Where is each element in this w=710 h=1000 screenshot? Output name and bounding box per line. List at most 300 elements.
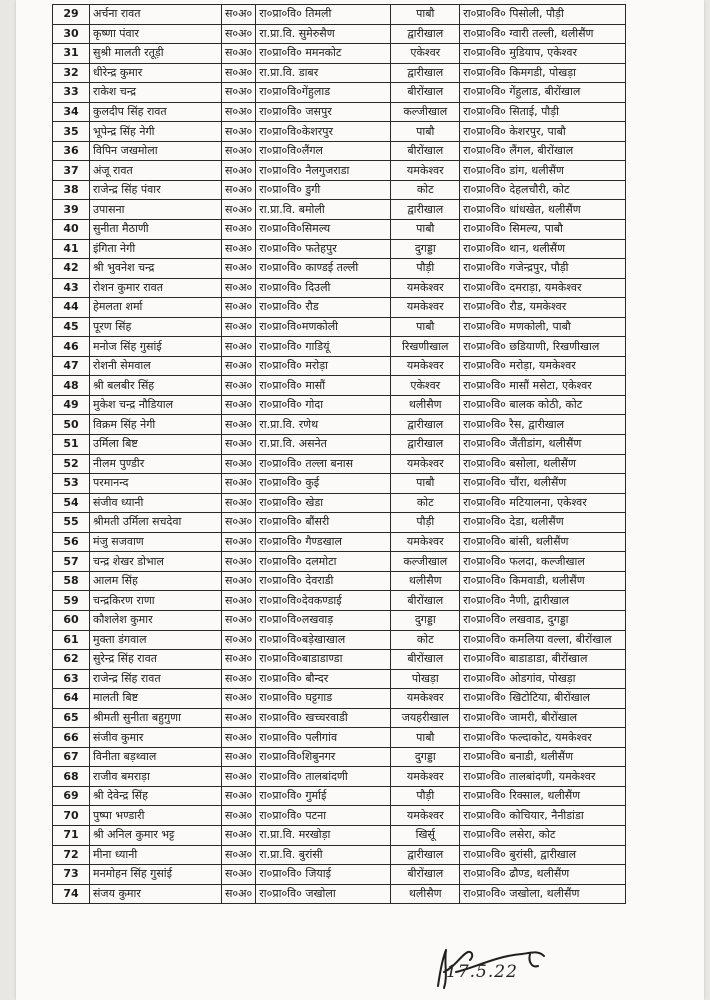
new-school-cell: रा०प्रा०वि० मरोड़ा, यमकेश्वर — [460, 356, 626, 376]
new-school-cell: रा०प्रा०वि० बसोला, थलीसैंण — [460, 454, 626, 474]
block-cell: यमकेश्वर — [391, 298, 460, 318]
new-school-cell: रा०प्रा०वि० छडियाणी, रिखणीखाल — [460, 337, 626, 357]
table-row — [53, 825, 626, 845]
serial-number-cell: 39 — [53, 200, 90, 220]
table-row — [53, 44, 626, 64]
current-school-cell: रा.प्रा.वि. बमोली — [256, 200, 391, 220]
new-school-cell: रा०प्रा०वि० चौंरा, थलीसैंण — [460, 474, 626, 494]
teacher-name-cell: मुकेश चन्द्र नौडियाल — [90, 395, 222, 415]
new-school-cell: रा०प्रा०वि० किमगडी, पोखड़ा — [460, 63, 626, 83]
block-cell: पाबौ — [391, 122, 460, 142]
block-cell: एकेश्वर — [391, 376, 460, 396]
block-cell: यमकेश्वर — [391, 689, 460, 709]
current-school-cell: रा०प्रा०वि० गुर्माई — [256, 786, 391, 806]
teacher-name-cell: संजय कुमार — [90, 884, 222, 904]
serial-number-cell: 42 — [53, 259, 90, 279]
table-row — [53, 884, 626, 904]
current-school-cell: रा०प्रा०वि० काण्डई तल्ली — [256, 259, 391, 279]
designation-cell: स०अ० — [222, 24, 256, 44]
new-school-cell: रा०प्रा०वि० थान, थलीसैंण — [460, 239, 626, 259]
teacher-name-cell: चन्द्र शेखर डोभाल — [90, 552, 222, 572]
current-school-cell: रा०प्रा०वि० जियाई — [256, 865, 391, 885]
designation-cell: स०अ० — [222, 708, 256, 728]
teacher-name-cell: मालती बिष्ट — [90, 689, 222, 709]
table-row — [53, 24, 626, 44]
serial-number-cell: 63 — [53, 669, 90, 689]
designation-cell: स०अ० — [222, 747, 256, 767]
table-row — [53, 806, 626, 826]
designation-cell: स०अ० — [222, 63, 256, 83]
current-school-cell: रा०प्रा०वि० खच्चरवाडी — [256, 708, 391, 728]
teacher-name-cell: श्रीमती उर्मिला सचदेवा — [90, 513, 222, 533]
new-school-cell: रा०प्रा०वि० सिताई, पौड़ी — [460, 102, 626, 122]
teacher-name-cell: राजीव बमराड़ा — [90, 767, 222, 787]
serial-number-cell: 64 — [53, 689, 90, 709]
designation-cell: स०अ० — [222, 454, 256, 474]
new-school-cell: रा०प्रा०वि० ओडगांव, पोखड़ा — [460, 669, 626, 689]
designation-cell: स०अ० — [222, 806, 256, 826]
serial-number-cell: 47 — [53, 356, 90, 376]
teacher-name-cell: उपासना — [90, 200, 222, 220]
new-school-cell: रा०प्रा०वि० केशरपुर, पाबौ — [460, 122, 626, 142]
block-cell: यमकेश्वर — [391, 278, 460, 298]
teacher-name-cell: श्रीमती सुनीता बहुगुणा — [90, 708, 222, 728]
serial-number-cell: 65 — [53, 708, 90, 728]
block-cell: पाबौ — [391, 317, 460, 337]
table-row — [53, 552, 626, 572]
table-row — [53, 513, 626, 533]
serial-number-cell: 53 — [53, 474, 90, 494]
serial-number-cell: 54 — [53, 493, 90, 513]
serial-number-cell: 72 — [53, 845, 90, 865]
table-row — [53, 630, 626, 650]
block-cell: द्वारीखाल — [391, 435, 460, 455]
table-row — [53, 591, 626, 611]
new-school-cell: रा०प्रा०वि० दमराड़ा, यमकेश्वर — [460, 278, 626, 298]
designation-cell: स०अ० — [222, 591, 256, 611]
designation-cell: स०अ० — [222, 669, 256, 689]
table-row — [53, 5, 626, 25]
current-school-cell: रा०प्रा०वि०सिमल्य — [256, 220, 391, 240]
designation-cell: स०अ० — [222, 513, 256, 533]
new-school-cell: रा०प्रा०वि० मणकोली, पाबौ — [460, 317, 626, 337]
designation-cell: स०अ० — [222, 376, 256, 396]
teacher-name-cell: श्री बलबीर सिंह — [90, 376, 222, 396]
designation-cell: स०अ० — [222, 650, 256, 670]
block-cell: थलीसैण — [391, 395, 460, 415]
block-cell: थलीसैण — [391, 884, 460, 904]
current-school-cell: रा.प्रा.वि. असनेत — [256, 435, 391, 455]
designation-cell: स०अ० — [222, 415, 256, 435]
teacher-name-cell: श्री अनिल कुमार भट्ट — [90, 825, 222, 845]
teacher-name-cell: हेमलता शर्मा — [90, 298, 222, 318]
serial-number-cell: 55 — [53, 513, 90, 533]
table-row — [53, 454, 626, 474]
block-cell: यमकेश्वर — [391, 806, 460, 826]
designation-cell: स०अ० — [222, 395, 256, 415]
designation-cell: स०अ० — [222, 298, 256, 318]
serial-number-cell: 32 — [53, 63, 90, 83]
teacher-name-cell: श्री भुवनेश चन्द्र — [90, 259, 222, 279]
table-row — [53, 610, 626, 630]
current-school-cell: रा०प्रा०वि० पलीगांव — [256, 728, 391, 748]
serial-number-cell: 50 — [53, 415, 90, 435]
new-school-cell: रा०प्रा०वि० खिटोटिया, बीरोंखाल — [460, 689, 626, 709]
block-cell: दुगड्डा — [391, 747, 460, 767]
teacher-name-cell: राकेश चन्द्र — [90, 83, 222, 103]
table-row — [53, 415, 626, 435]
current-school-cell: रा०प्रा०वि० खेडा — [256, 493, 391, 513]
block-cell: पौड़ी — [391, 513, 460, 533]
serial-number-cell: 60 — [53, 610, 90, 630]
table-row — [53, 161, 626, 181]
serial-number-cell: 62 — [53, 650, 90, 670]
serial-number-cell: 45 — [53, 317, 90, 337]
current-school-cell: रा०प्रा०वि० तल्ला बनास — [256, 454, 391, 474]
current-school-cell: रा०प्रा०वि० गैण्डखाल — [256, 532, 391, 552]
current-school-cell: रा०प्रा०वि० मासौं — [256, 376, 391, 396]
block-cell: यमकेश्वर — [391, 356, 460, 376]
new-school-cell: रा०प्रा०वि० तालबांदणी, यमकेश्वर — [460, 767, 626, 787]
current-school-cell: रा०प्रा०वि० ममनकोट — [256, 44, 391, 64]
teacher-name-cell: धीरेन्द्र कुमार — [90, 63, 222, 83]
teacher-name-cell: राजेन्द्र सिंह पंवार — [90, 180, 222, 200]
designation-cell: स०अ० — [222, 610, 256, 630]
designation-cell: स०अ० — [222, 767, 256, 787]
table-row — [53, 845, 626, 865]
current-school-cell: रा०प्रा०वि० कुई — [256, 474, 391, 494]
new-school-cell: रा०प्रा०वि० ढौण्ड, थलीसैंण — [460, 865, 626, 885]
serial-number-cell: 74 — [53, 884, 90, 904]
new-school-cell: रा०प्रा०वि० किमवाडी, थलीसैंण — [460, 571, 626, 591]
table-row — [53, 474, 626, 494]
teacher-name-cell: संजीव कुमार — [90, 728, 222, 748]
table-row — [53, 356, 626, 376]
current-school-cell: रा०प्रा०वि० मरोड़ा — [256, 356, 391, 376]
current-school-cell: रा०प्रा०वि० जसपुर — [256, 102, 391, 122]
block-cell: द्वारीखाल — [391, 24, 460, 44]
table-row — [53, 63, 626, 83]
designation-cell: स०अ० — [222, 435, 256, 455]
designation-cell: स०अ० — [222, 317, 256, 337]
table-row — [53, 708, 626, 728]
block-cell: यमकेश्वर — [391, 532, 460, 552]
current-school-cell: रा०प्रा०वि० दलमोटा — [256, 552, 391, 572]
teacher-name-cell: मुक्ता डंगवाल — [90, 630, 222, 650]
current-school-cell: रा०प्रा०वि०बाडाडाण्डा — [256, 650, 391, 670]
serial-number-cell: 37 — [53, 161, 90, 181]
table-row — [53, 200, 626, 220]
table-row — [53, 767, 626, 787]
new-school-cell: रा०प्रा०वि० गेंहुलाड, बीरोंखाल — [460, 83, 626, 103]
designation-cell: स०अ० — [222, 865, 256, 885]
designation-cell: स०अ० — [222, 122, 256, 142]
teacher-name-cell: रोशन कुमार रावत — [90, 278, 222, 298]
new-school-cell: रा०प्रा०वि० फल्दाकोट, यमकेश्वर — [460, 728, 626, 748]
new-school-cell: रा०प्रा०वि० बुरांसी, द्वारीखाल — [460, 845, 626, 865]
designation-cell: स०अ० — [222, 571, 256, 591]
new-school-cell: रा०प्रा०वि० जैंतीडांग, थलीसैंण — [460, 435, 626, 455]
document-page — [16, 0, 704, 1000]
serial-number-cell: 46 — [53, 337, 90, 357]
transfer-list-table — [52, 4, 626, 904]
serial-number-cell: 66 — [53, 728, 90, 748]
serial-number-cell: 33 — [53, 83, 90, 103]
teacher-name-cell: संजीव ध्यानी — [90, 493, 222, 513]
teacher-name-cell: मंजु सजवाण — [90, 532, 222, 552]
serial-number-cell: 69 — [53, 786, 90, 806]
new-school-cell: रा०प्रा०वि० जामरी, बीरोंखाल — [460, 708, 626, 728]
current-school-cell: रा०प्रा०वि०शिबुनगर — [256, 747, 391, 767]
block-cell: बीरोंखाल — [391, 650, 460, 670]
teacher-name-cell: अर्चना रावत — [90, 5, 222, 25]
designation-cell: स०अ० — [222, 278, 256, 298]
current-school-cell: रा.प्रा.वि. मरखोड़ा — [256, 825, 391, 845]
table-row — [53, 180, 626, 200]
serial-number-cell: 61 — [53, 630, 90, 650]
table-row — [53, 493, 626, 513]
designation-cell: स०अ० — [222, 845, 256, 865]
current-school-cell: रा०प्रा०वि० गाडियूं — [256, 337, 391, 357]
serial-number-cell: 52 — [53, 454, 90, 474]
serial-number-cell: 73 — [53, 865, 90, 885]
teacher-name-cell: परमानन्द — [90, 474, 222, 494]
designation-cell: स०अ० — [222, 259, 256, 279]
new-school-cell: रा०प्रा०वि० कमलिया वल्ला, बीरोंखाल — [460, 630, 626, 650]
new-school-cell: रा०प्रा०वि० धांधखेत, थलीसैंण — [460, 200, 626, 220]
designation-cell: स०अ० — [222, 825, 256, 845]
teacher-name-cell: कुलदीप सिंह रावत — [90, 102, 222, 122]
serial-number-cell: 38 — [53, 180, 90, 200]
table-row — [53, 122, 626, 142]
current-school-cell: रा०प्रा०वि०बड़ेखाखाल — [256, 630, 391, 650]
new-school-cell: रा०प्रा०वि० बाडाडाडा, बीरोंखाल — [460, 650, 626, 670]
table-row — [53, 337, 626, 357]
serial-number-cell: 36 — [53, 141, 90, 161]
current-school-cell: रा०प्रा०वि०केशरपुर — [256, 122, 391, 142]
teacher-name-cell: उर्मिला बिष्ट — [90, 435, 222, 455]
teacher-name-cell: नीलम पुण्डीर — [90, 454, 222, 474]
designation-cell: स०अ० — [222, 180, 256, 200]
current-school-cell: रा.प्रा.वि. रणेथ — [256, 415, 391, 435]
designation-cell: स०अ० — [222, 83, 256, 103]
block-cell: कोट — [391, 180, 460, 200]
block-cell: पाबौ — [391, 5, 460, 25]
block-cell: बीरोंखाल — [391, 141, 460, 161]
serial-number-cell: 48 — [53, 376, 90, 396]
table-row — [53, 435, 626, 455]
current-school-cell: रा.प्रा.वि. सुमेरुसैण — [256, 24, 391, 44]
new-school-cell: रा०प्रा०वि० रैस, द्वारीखाल — [460, 415, 626, 435]
designation-cell: स०अ० — [222, 102, 256, 122]
new-school-cell: रा०प्रा०वि० लैंगल, बीरोंखाल — [460, 141, 626, 161]
serial-number-cell: 51 — [53, 435, 90, 455]
serial-number-cell: 44 — [53, 298, 90, 318]
table-row — [53, 376, 626, 396]
new-school-cell: रा०प्रा०वि० लसेरा, कोट — [460, 825, 626, 845]
current-school-cell: रा०प्रा०वि० जखोला — [256, 884, 391, 904]
teacher-name-cell: अंजू रावत — [90, 161, 222, 181]
current-school-cell: रा०प्रा०वि० बौंसरी — [256, 513, 391, 533]
table-row — [53, 239, 626, 259]
new-school-cell: रा०प्रा०वि० सिमल्य, पाबौ — [460, 220, 626, 240]
block-cell: थलीसैण — [391, 571, 460, 591]
new-school-cell: रा०प्रा०वि० डांग, थलीसैंण — [460, 161, 626, 181]
table-row — [53, 141, 626, 161]
current-school-cell: रा०प्रा०वि० गोदा — [256, 395, 391, 415]
block-cell: दुगड्डा — [391, 239, 460, 259]
table-row — [53, 395, 626, 415]
teacher-name-cell: राजेन्द्र सिंह रावत — [90, 669, 222, 689]
current-school-cell: रा०प्रा०वि० पटना — [256, 806, 391, 826]
designation-cell: स०अ० — [222, 786, 256, 806]
new-school-cell: रा०प्रा०वि० रौड, यमकेश्वर — [460, 298, 626, 318]
block-cell: दुगड्डा — [391, 610, 460, 630]
new-school-cell: रा०प्रा०वि० कोचियार, नैनीडांडा — [460, 806, 626, 826]
table-row — [53, 220, 626, 240]
teacher-name-cell: इंगिता नेगी — [90, 239, 222, 259]
serial-number-cell: 40 — [53, 220, 90, 240]
designation-cell: स०अ० — [222, 689, 256, 709]
block-cell: बीरोंखाल — [391, 83, 460, 103]
current-school-cell: रा०प्रा०वि०गेंहुलाड — [256, 83, 391, 103]
block-cell: यमकेश्वर — [391, 454, 460, 474]
table-row — [53, 865, 626, 885]
new-school-cell: रा०प्रा०वि० जखोला, थलीसैंण — [460, 884, 626, 904]
current-school-cell: रा०प्रा०वि० नैलगुजराडा — [256, 161, 391, 181]
teacher-name-cell: मनोज सिंह गुसांई — [90, 337, 222, 357]
current-school-cell: रा०प्रा०वि० देवराडी — [256, 571, 391, 591]
serial-number-cell: 70 — [53, 806, 90, 826]
teacher-name-cell: कौशलेश कुमार — [90, 610, 222, 630]
new-school-cell: रा०प्रा०वि० बांसी, थलीसैंण — [460, 532, 626, 552]
table-row — [53, 669, 626, 689]
current-school-cell: रा०प्रा०वि०लैंगल — [256, 141, 391, 161]
block-cell: बीरोंखाल — [391, 591, 460, 611]
current-school-cell: रा०प्रा०वि०मणकोली — [256, 317, 391, 337]
signature-date: 17.5.22 — [446, 962, 518, 982]
current-school-cell: रा०प्रा०वि० घट्टगाड — [256, 689, 391, 709]
teacher-name-cell: आलम सिंह — [90, 571, 222, 591]
designation-cell: स०अ० — [222, 141, 256, 161]
table-body — [53, 5, 626, 904]
teacher-name-cell: सुनीता मैठाणी — [90, 220, 222, 240]
designation-cell: स०अ० — [222, 239, 256, 259]
block-cell: एकेश्वर — [391, 44, 460, 64]
table-row — [53, 689, 626, 709]
new-school-cell: रा०प्रा०वि० ग्वारी तल्ली, थलीसैंण — [460, 24, 626, 44]
serial-number-cell: 34 — [53, 102, 90, 122]
current-school-cell: रा०प्रा०वि० तिमली — [256, 5, 391, 25]
table-row — [53, 728, 626, 748]
block-cell: कोट — [391, 630, 460, 650]
new-school-cell: रा०प्रा०वि० देहलचौरी, कोट — [460, 180, 626, 200]
designation-cell: स०अ० — [222, 532, 256, 552]
current-school-cell: रा०प्रा०वि० फतेहपुर — [256, 239, 391, 259]
current-school-cell: रा०प्रा०वि० रौड — [256, 298, 391, 318]
serial-number-cell: 71 — [53, 825, 90, 845]
serial-number-cell: 43 — [53, 278, 90, 298]
block-cell: खिर्सू — [391, 825, 460, 845]
current-school-cell: रा०प्रा०वि० डुगी — [256, 180, 391, 200]
block-cell: द्वारीखाल — [391, 415, 460, 435]
new-school-cell: रा०प्रा०वि० मुडियाप, एकेश्वर — [460, 44, 626, 64]
block-cell: बीरोंखाल — [391, 865, 460, 885]
teacher-name-cell: मनमोहन सिंह गुसांई — [90, 865, 222, 885]
designation-cell: स०अ० — [222, 356, 256, 376]
current-school-cell: रा०प्रा०वि०लखवाड़ — [256, 610, 391, 630]
block-cell: पाबौ — [391, 728, 460, 748]
designation-cell: स०अ० — [222, 200, 256, 220]
serial-number-cell: 58 — [53, 571, 90, 591]
new-school-cell: रा०प्रा०वि० देडा, थलीसैंण — [460, 513, 626, 533]
serial-number-cell: 59 — [53, 591, 90, 611]
new-school-cell: रा०प्रा०वि० मासौं मसेटा, एकेश्वर — [460, 376, 626, 396]
block-cell: द्वारीखाल — [391, 200, 460, 220]
teacher-name-cell: चन्द्रकिरण राणा — [90, 591, 222, 611]
designation-cell: स०अ० — [222, 44, 256, 64]
block-cell: रिखणीखाल — [391, 337, 460, 357]
table-row — [53, 532, 626, 552]
designation-cell: स०अ० — [222, 630, 256, 650]
serial-number-cell: 31 — [53, 44, 90, 64]
designation-cell: स०अ० — [222, 474, 256, 494]
new-school-cell: रा०प्रा०वि० फलदा, कल्जीखाल — [460, 552, 626, 572]
block-cell: पौड़ी — [391, 259, 460, 279]
new-school-cell: रा०प्रा०वि० गजेन्द्रपुर, पौड़ी — [460, 259, 626, 279]
teacher-name-cell: पूरण सिंह — [90, 317, 222, 337]
current-school-cell: रा०प्रा०वि० तालबांदणी — [256, 767, 391, 787]
new-school-cell: रा०प्रा०वि० बालक कोठी, कोट — [460, 395, 626, 415]
teacher-name-cell: कृष्णा पंवार — [90, 24, 222, 44]
serial-number-cell: 49 — [53, 395, 90, 415]
teacher-name-cell: सुरेन्द्र सिंह रावत — [90, 650, 222, 670]
block-cell: पाबौ — [391, 474, 460, 494]
current-school-cell: रा०प्रा०वि०देवकण्डाई — [256, 591, 391, 611]
teacher-name-cell: पुष्पा भण्डारी — [90, 806, 222, 826]
teacher-name-cell: मीना ध्यानी — [90, 845, 222, 865]
block-cell: पाबौ — [391, 220, 460, 240]
table-row — [53, 650, 626, 670]
serial-number-cell: 35 — [53, 122, 90, 142]
teacher-name-cell: श्री देवेन्द्र सिंह — [90, 786, 222, 806]
table-row — [53, 102, 626, 122]
teacher-name-cell: सुश्री मालती रतूड़ी — [90, 44, 222, 64]
teacher-name-cell: रोशनी सेमवाल — [90, 356, 222, 376]
designation-cell: स०अ० — [222, 337, 256, 357]
table-row — [53, 747, 626, 767]
table-row — [53, 317, 626, 337]
block-cell: द्वारीखाल — [391, 845, 460, 865]
block-cell: कोट — [391, 493, 460, 513]
serial-number-cell: 41 — [53, 239, 90, 259]
designation-cell: स०अ० — [222, 728, 256, 748]
designation-cell: स०अ० — [222, 220, 256, 240]
block-cell: यमकेश्वर — [391, 767, 460, 787]
table-row — [53, 83, 626, 103]
designation-cell: स०अ० — [222, 5, 256, 25]
block-cell: कल्जीखाल — [391, 102, 460, 122]
teacher-name-cell: विक्रम सिंह नेगी — [90, 415, 222, 435]
current-school-cell: रा.प्रा.वि. डाबर — [256, 63, 391, 83]
teacher-name-cell: विनीता बड़थ्वाल — [90, 747, 222, 767]
serial-number-cell: 29 — [53, 5, 90, 25]
serial-number-cell: 57 — [53, 552, 90, 572]
designation-cell: स०अ० — [222, 552, 256, 572]
block-cell: पोखड़ा — [391, 669, 460, 689]
table-row — [53, 571, 626, 591]
new-school-cell: रा०प्रा०वि० मटियालना, एकेश्वर — [460, 493, 626, 513]
